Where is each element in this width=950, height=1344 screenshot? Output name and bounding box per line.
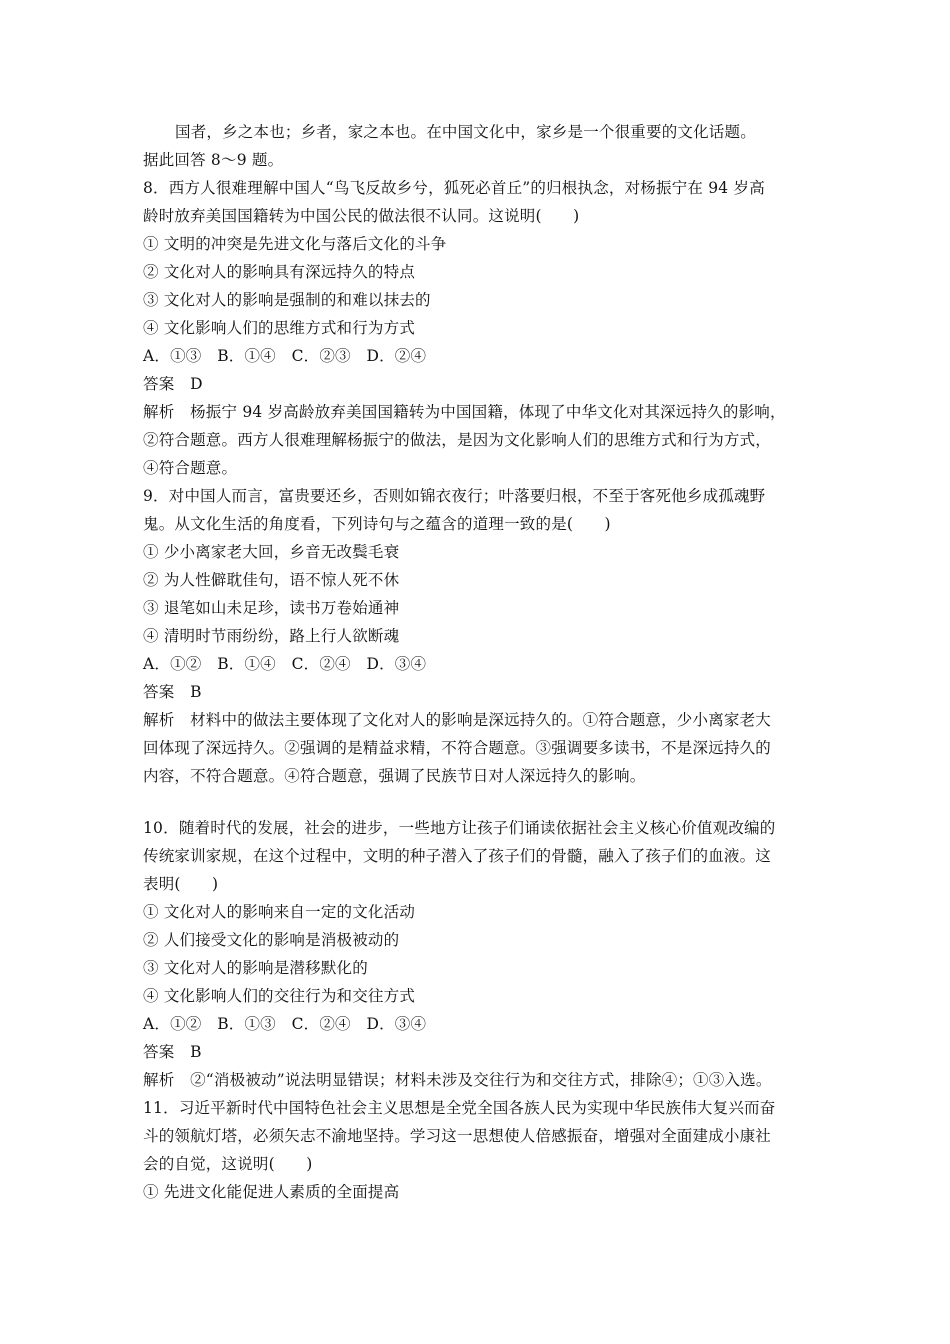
question-stem: 10．随着时代的发展，社会的进步，一些地方让孩子们诵读依据社会主义核心价值观改编的 bbox=[143, 819, 776, 837]
statement: ① 少小离家老大回，乡音无改鬓毛衰 bbox=[143, 543, 400, 561]
statement: ④ 清明时节雨纷纷，路上行人欲断魂 bbox=[143, 627, 400, 645]
question-stem: 表明( ) bbox=[143, 875, 219, 893]
question-stem: 会的自觉，这说明( ) bbox=[143, 1155, 313, 1173]
statement: ④ 文化影响人们的思维方式和行为方式 bbox=[143, 319, 416, 337]
question-stem: 传统家训家规，在这个过程中，文明的种子潜入了孩子们的骨髓，融入了孩子们的血液。这 bbox=[143, 847, 772, 865]
question-stem: 鬼。从文化生活的角度看，下列诗句与之蕴含的道理一致的是( ) bbox=[143, 515, 611, 533]
question-stem: 11．习近平新时代中国特色社会主义思想是全党全国各族人民为实现中华民族伟大复兴而奋 bbox=[143, 1099, 776, 1117]
analysis-line: 内容，不符合题意。④符合题意，强调了民族节日对人深远持久的影响。 bbox=[143, 767, 646, 785]
statement: ② 为人性僻耽佳句，语不惊人死不休 bbox=[143, 571, 400, 589]
answer-options: A．①② B．①④ C．②④ D．③④ bbox=[143, 655, 427, 673]
analysis-line: ④符合题意。 bbox=[143, 459, 238, 477]
statement: ② 人们接受文化的影响是消极被动的 bbox=[143, 931, 400, 949]
question-stem: 龄时放弃美国国籍转为中国公民的做法很不认同。这说明( ) bbox=[143, 207, 580, 225]
analysis-line: ②符合题意。西方人很难理解杨振宁的做法，是因为文化影响人们的思维方式和行为方式， bbox=[143, 431, 772, 449]
statement: ① 先进文化能促进人素质的全面提高 bbox=[143, 1183, 400, 1201]
answer-options: A．①③ B．①④ C．②③ D．②④ bbox=[143, 347, 427, 365]
analysis-line: 解析 杨振宁 94 岁高龄放弃美国国籍转为中国国籍，体现了中华文化对其深远持久的影响， bbox=[143, 403, 786, 421]
answer-options: A．①② B．①③ C．②④ D．③④ bbox=[143, 1015, 427, 1033]
statement: ③ 文化对人的影响是潜移默化的 bbox=[143, 959, 368, 977]
statement: ① 文明的冲突是先进文化与落后文化的斗争 bbox=[143, 235, 447, 253]
question-stem: 9．对中国人而言，富贵要还乡，否则如锦衣夜行；叶落要归根，不至于客死他乡成孤魂野 bbox=[143, 487, 766, 505]
question-stem: 斗的领航灯塔，必须矢志不渝地坚持。学习这一思想使人倍感振奋，增强对全面建成小康社 bbox=[143, 1127, 772, 1145]
statement: ④ 文化影响人们的交往行为和交往方式 bbox=[143, 987, 416, 1005]
answer: 答案 B bbox=[143, 1043, 202, 1061]
statement: ③ 退笔如山未足珍，读书万卷始通神 bbox=[143, 599, 400, 617]
statement: ① 文化对人的影响来自一定的文化活动 bbox=[143, 903, 416, 921]
answer: 答案 D bbox=[143, 375, 203, 393]
analysis-line: 解析 ②“消极被动”说法明显错误；材料未涉及交往行为和交往方式，排除④；①③入选。 bbox=[143, 1071, 772, 1089]
answer: 答案 B bbox=[143, 683, 202, 701]
statement: ② 文化对人的影响具有深远持久的特点 bbox=[143, 263, 416, 281]
passage-line: 国者，乡之本也；乡者，家之本也。在中国文化中，家乡是一个很重要的文化话题。 bbox=[175, 123, 756, 141]
passage-line: 据此回答 8～9 题。 bbox=[143, 151, 284, 169]
statement: ③ 文化对人的影响是强制的和难以抹去的 bbox=[143, 291, 431, 309]
question-stem: 8．西方人很难理解中国人“鸟飞反故乡兮，狐死必首丘”的归根执念，对杨振宁在 94 岁高 bbox=[143, 179, 765, 197]
analysis-line: 解析 材料中的做法主要体现了文化对人的影响是深远持久的。①符合题意，少小离家老大 bbox=[143, 711, 772, 729]
analysis-line: 回体现了深远持久。②强调的是精益求精，不符合题意。③强调要多读书，不是深远持久的 bbox=[143, 739, 772, 757]
